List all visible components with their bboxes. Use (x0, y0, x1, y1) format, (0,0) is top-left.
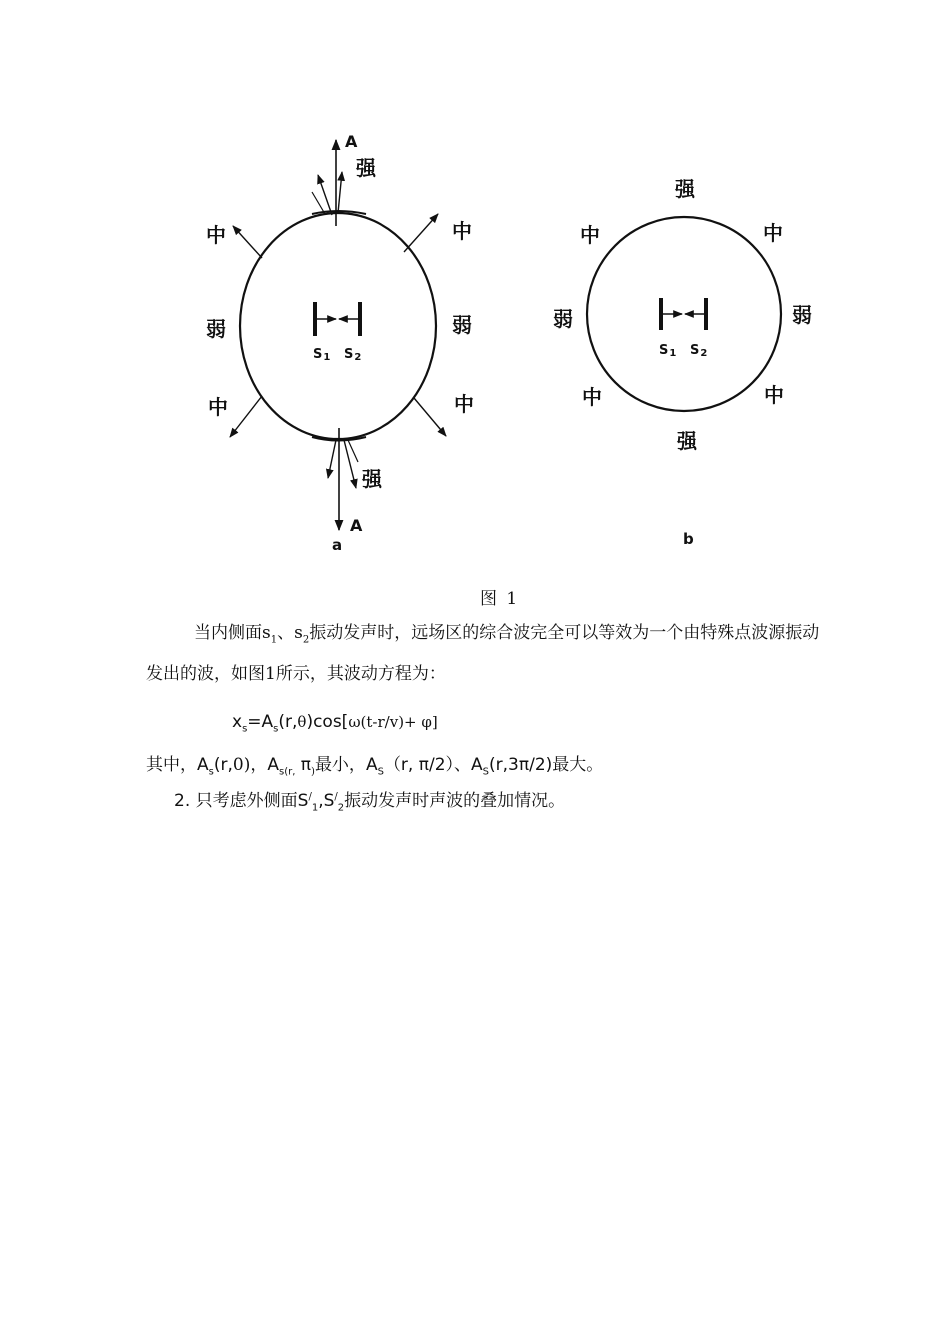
label-b-top-strong: 强 (675, 177, 695, 201)
label-a-bottom-A: A (350, 516, 363, 535)
label-a-right-lower-mid: 中 (454, 392, 474, 416)
paragraph-amplitude-extremes: 其中，$A_s(r,0)$，$A_{s(r,}$ $\pi_)$最小，$A_S(r$, π/2）、$A_S(r,3\pi/2)$最大。 (146, 755, 604, 778)
label-b-s2: S2 (690, 343, 708, 359)
label-b-left-weak: 弱 (553, 307, 573, 331)
wave-equation: $x_s=A_s(r,\theta)\cos[\omega(t-r/v)+ \varphi]$ (232, 712, 438, 735)
label-a-bottom-strong: 强 (362, 467, 382, 491)
wavefront-circle (587, 217, 781, 411)
label-b-left-lower-mid: 中 (582, 385, 602, 409)
arrow-lower-left (230, 396, 262, 437)
figure-caption: 图 1 (480, 589, 520, 609)
label-a-s1: S1 (313, 347, 331, 363)
arrow-upper-right (404, 214, 438, 252)
label-b-bottom-strong: 强 (677, 429, 697, 453)
wavefront-ellipse (240, 213, 436, 439)
arrow-upper-left (233, 226, 262, 258)
label-b-sublabel: b (683, 530, 694, 548)
label-a-right-upper-mid: 中 (452, 219, 472, 243)
label-a-left-weak: 弱 (206, 317, 226, 341)
label-b-right-weak: 弱 (792, 303, 812, 327)
arrow-lower-right (414, 398, 446, 436)
diagram-b (587, 217, 781, 411)
paragraph-inner-sources: 当内侧面$s_1$、$s_2$振动发声时，远场区的综合波完全可以等效为一个由特殊点波源振动发出的波，如图1所示，其波动方程为： (146, 623, 820, 685)
label-b-s1: S1 (659, 343, 677, 359)
label-b-right-lower-mid: 中 (764, 383, 784, 407)
figure-1-diagram (0, 0, 950, 580)
label-b-right-upper-mid: 中 (763, 221, 783, 245)
label-a-right-weak: 弱 (452, 313, 472, 337)
label-a-sublabel: a (332, 536, 343, 554)
paragraph-outer-sources: 2. 只考虑外侧面$S^/_1,S^/_2$振动发声时声波的叠加情况。 (174, 791, 566, 814)
label-a-top-A: A (345, 132, 358, 151)
label-b-left-upper-mid: 中 (580, 223, 600, 247)
label-a-top-strong: 强 (356, 156, 376, 180)
label-a-left-upper-mid: 中 (206, 223, 226, 247)
diagram-a (230, 140, 446, 530)
label-a-left-lower-mid: 中 (208, 395, 228, 419)
diagram-b-labels (553, 177, 812, 548)
label-a-s2: S2 (344, 347, 362, 363)
